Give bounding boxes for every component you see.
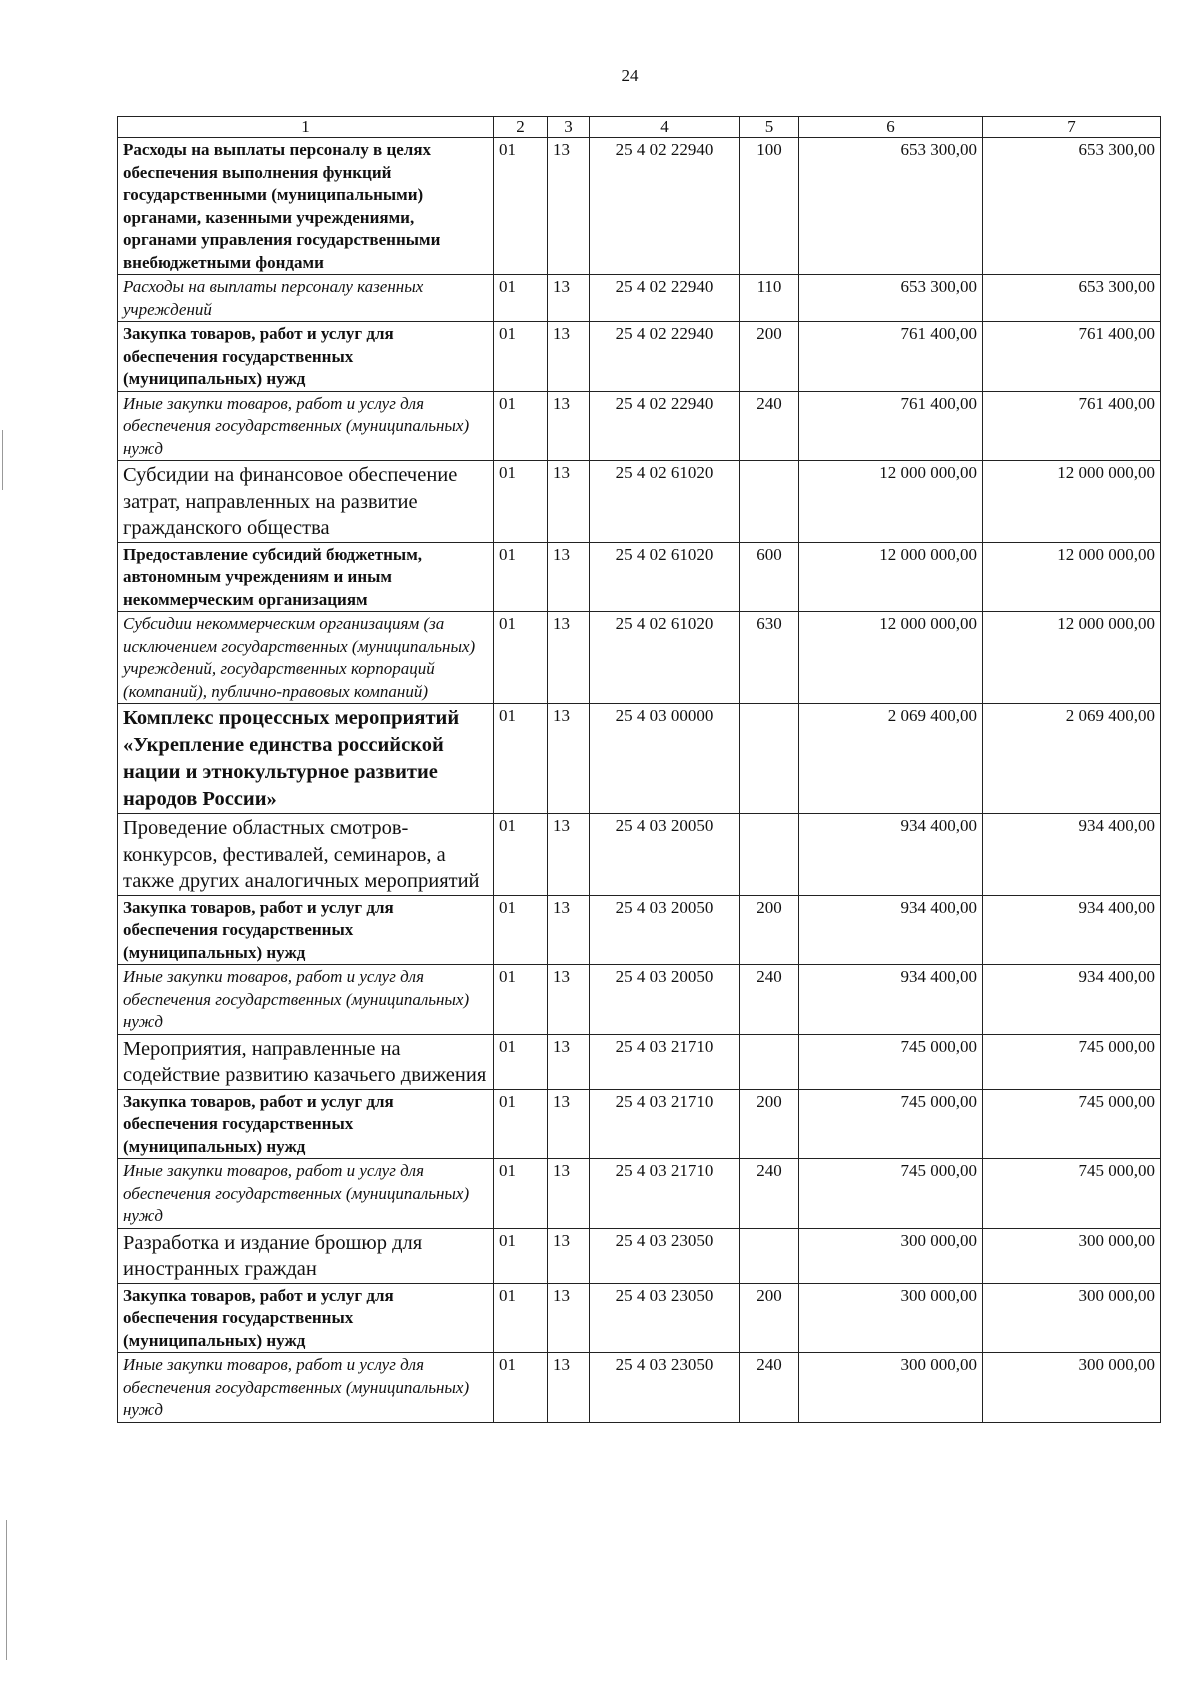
subsection-code-cell: 13 <box>548 1283 590 1353</box>
target-article-cell: 25 4 02 61020 <box>590 461 740 543</box>
table-row <box>118 1353 1161 1423</box>
amount-cell: 761 400,00 <box>799 322 983 392</box>
amount-cell: 300 000,00 <box>799 1283 983 1353</box>
budget-table <box>117 116 1161 1423</box>
amount-cell: 745 000,00 <box>983 1034 1161 1089</box>
expense-name-cell: Проведение областных смотров-конкурсов, фестивалей, семинаров, а также других аналогичных мероприятий <box>118 814 494 896</box>
target-article-cell: 25 4 03 00000 <box>590 704 740 814</box>
section-code-cell: 01 <box>494 1228 548 1283</box>
table-row <box>118 965 1161 1035</box>
expense-type-cell: 630 <box>740 612 799 704</box>
expense-type-cell <box>740 704 799 814</box>
section-code-cell: 01 <box>494 965 548 1035</box>
subsection-code-cell: 13 <box>548 461 590 543</box>
column-header: 5 <box>740 117 799 138</box>
amount-cell: 300 000,00 <box>799 1353 983 1423</box>
amount-cell: 12 000 000,00 <box>983 542 1161 612</box>
section-code-cell: 01 <box>494 1034 548 1089</box>
table-row <box>118 1283 1161 1353</box>
table-row <box>118 138 1161 275</box>
amount-cell: 745 000,00 <box>983 1159 1161 1229</box>
amount-cell: 2 069 400,00 <box>799 704 983 814</box>
amount-cell: 300 000,00 <box>799 1228 983 1283</box>
target-article-cell: 25 4 03 21710 <box>590 1034 740 1089</box>
subsection-code-cell: 13 <box>548 1228 590 1283</box>
amount-cell: 12 000 000,00 <box>799 461 983 543</box>
expense-type-cell: 200 <box>740 1089 799 1159</box>
target-article-cell: 25 4 03 20050 <box>590 965 740 1035</box>
amount-cell: 761 400,00 <box>983 391 1161 461</box>
amount-cell: 653 300,00 <box>799 138 983 275</box>
table-row <box>118 461 1161 543</box>
expense-name-cell: Субсидии некоммерческим организациям (за исключением государственных (муниципальных) учреждений, государственных корпораций (компаний), публично-правовых компаний) <box>118 612 494 704</box>
expense-name-cell: Закупка товаров, работ и услуг для обеспечения государственных (муниципальных) нужд <box>118 322 494 392</box>
expense-type-cell: 240 <box>740 1159 799 1229</box>
amount-cell: 300 000,00 <box>983 1228 1161 1283</box>
column-header: 6 <box>799 117 983 138</box>
expense-type-cell: 200 <box>740 322 799 392</box>
table-row <box>118 704 1161 814</box>
amount-cell: 934 400,00 <box>799 965 983 1035</box>
amount-cell: 12 000 000,00 <box>983 612 1161 704</box>
section-code-cell: 01 <box>494 275 548 322</box>
expense-name-cell: Иные закупки товаров, работ и услуг для обеспечения государственных (муниципальных) нужд <box>118 965 494 1035</box>
expense-name-cell: Субсидии на финансовое обеспечение затрат, направленных на развитие гражданского общества <box>118 461 494 543</box>
expense-name-cell: Иные закупки товаров, работ и услуг для обеспечения государственных (муниципальных) нужд <box>118 391 494 461</box>
section-code-cell: 01 <box>494 542 548 612</box>
column-header: 4 <box>590 117 740 138</box>
subsection-code-cell: 13 <box>548 138 590 275</box>
subsection-code-cell: 13 <box>548 704 590 814</box>
section-code-cell: 01 <box>494 138 548 275</box>
target-article-cell: 25 4 02 61020 <box>590 542 740 612</box>
amount-cell: 934 400,00 <box>983 814 1161 896</box>
amount-cell: 12 000 000,00 <box>799 542 983 612</box>
section-code-cell: 01 <box>494 895 548 965</box>
column-header: 2 <box>494 117 548 138</box>
scan-margin-line <box>6 1520 7 1660</box>
table-row <box>118 391 1161 461</box>
expense-name-cell: Расходы на выплаты персоналу в целях обеспечения выполнения функций государственными (муниципальными) органами, казенными учреждениями, органами управления государственными внебюджетными фондами <box>118 138 494 275</box>
section-code-cell: 01 <box>494 1283 548 1353</box>
target-article-cell: 25 4 02 61020 <box>590 612 740 704</box>
target-article-cell: 25 4 03 23050 <box>590 1228 740 1283</box>
expense-type-cell: 600 <box>740 542 799 612</box>
target-article-cell: 25 4 03 23050 <box>590 1353 740 1423</box>
expense-type-cell <box>740 1034 799 1089</box>
section-code-cell: 01 <box>494 1159 548 1229</box>
amount-cell: 653 300,00 <box>983 138 1161 275</box>
table-row <box>118 275 1161 322</box>
amount-cell: 745 000,00 <box>799 1159 983 1229</box>
amount-cell: 653 300,00 <box>799 275 983 322</box>
expense-name-cell: Закупка товаров, работ и услуг для обеспечения государственных (муниципальных) нужд <box>118 1283 494 1353</box>
subsection-code-cell: 13 <box>548 814 590 896</box>
subsection-code-cell: 13 <box>548 1159 590 1229</box>
section-code-cell: 01 <box>494 1353 548 1423</box>
section-code-cell: 01 <box>494 1089 548 1159</box>
amount-cell: 300 000,00 <box>983 1353 1161 1423</box>
section-code-cell: 01 <box>494 814 548 896</box>
amount-cell: 300 000,00 <box>983 1283 1161 1353</box>
amount-cell: 12 000 000,00 <box>799 612 983 704</box>
expense-type-cell <box>740 814 799 896</box>
expense-name-cell: Закупка товаров, работ и услуг для обеспечения государственных (муниципальных) нужд <box>118 1089 494 1159</box>
expense-type-cell: 200 <box>740 895 799 965</box>
amount-cell: 653 300,00 <box>983 275 1161 322</box>
amount-cell: 745 000,00 <box>799 1034 983 1089</box>
table-row <box>118 612 1161 704</box>
table-row <box>118 814 1161 896</box>
subsection-code-cell: 13 <box>548 1034 590 1089</box>
amount-cell: 745 000,00 <box>983 1089 1161 1159</box>
expense-type-cell <box>740 461 799 543</box>
section-code-cell: 01 <box>494 612 548 704</box>
subsection-code-cell: 13 <box>548 895 590 965</box>
expense-type-cell: 110 <box>740 275 799 322</box>
subsection-code-cell: 13 <box>548 542 590 612</box>
table-row <box>118 1159 1161 1229</box>
column-header: 1 <box>118 117 494 138</box>
page-number: 24 <box>621 66 639 85</box>
table-row <box>118 1228 1161 1283</box>
expense-type-cell: 200 <box>740 1283 799 1353</box>
subsection-code-cell: 13 <box>548 275 590 322</box>
subsection-code-cell: 13 <box>548 322 590 392</box>
subsection-code-cell: 13 <box>548 1089 590 1159</box>
amount-cell: 934 400,00 <box>799 895 983 965</box>
expense-name-cell: Комплекс процессных мероприятий «Укрепление единства российской нации и этнокультурное развитие народов России» <box>118 704 494 814</box>
amount-cell: 761 400,00 <box>983 322 1161 392</box>
section-code-cell: 01 <box>494 704 548 814</box>
target-article-cell: 25 4 03 23050 <box>590 1283 740 1353</box>
expense-name-cell: Разработка и издание брошюр для иностранных граждан <box>118 1228 494 1283</box>
expense-type-cell: 240 <box>740 965 799 1035</box>
table-header-row <box>118 117 1161 138</box>
section-code-cell: 01 <box>494 461 548 543</box>
subsection-code-cell: 13 <box>548 612 590 704</box>
expense-type-cell: 240 <box>740 391 799 461</box>
column-header: 7 <box>983 117 1161 138</box>
column-header: 3 <box>548 117 590 138</box>
target-article-cell: 25 4 03 20050 <box>590 814 740 896</box>
expense-name-cell: Иные закупки товаров, работ и услуг для обеспечения государственных (муниципальных) нужд <box>118 1353 494 1423</box>
expense-name-cell: Мероприятия, направленные на содействие развитию казачьего движения <box>118 1034 494 1089</box>
section-code-cell: 01 <box>494 391 548 461</box>
amount-cell: 934 400,00 <box>983 895 1161 965</box>
subsection-code-cell: 13 <box>548 391 590 461</box>
table-row <box>118 542 1161 612</box>
amount-cell: 2 069 400,00 <box>983 704 1161 814</box>
target-article-cell: 25 4 03 20050 <box>590 895 740 965</box>
section-code-cell: 01 <box>494 322 548 392</box>
budget-table-body <box>118 117 1161 1423</box>
expense-name-cell: Иные закупки товаров, работ и услуг для обеспечения государственных (муниципальных) нужд <box>118 1159 494 1229</box>
amount-cell: 934 400,00 <box>983 965 1161 1035</box>
expense-name-cell: Предоставление субсидий бюджетным, автономным учреждениям и иным некоммерческим организациям <box>118 542 494 612</box>
table-row <box>118 322 1161 392</box>
target-article-cell: 25 4 02 22940 <box>590 138 740 275</box>
amount-cell: 934 400,00 <box>799 814 983 896</box>
target-article-cell: 25 4 02 22940 <box>590 322 740 392</box>
table-row <box>118 895 1161 965</box>
amount-cell: 745 000,00 <box>799 1089 983 1159</box>
subsection-code-cell: 13 <box>548 965 590 1035</box>
subsection-code-cell: 13 <box>548 1353 590 1423</box>
amount-cell: 761 400,00 <box>799 391 983 461</box>
target-article-cell: 25 4 02 22940 <box>590 275 740 322</box>
expense-type-cell <box>740 1228 799 1283</box>
target-article-cell: 25 4 02 22940 <box>590 391 740 461</box>
table-row <box>118 1089 1161 1159</box>
target-article-cell: 25 4 03 21710 <box>590 1089 740 1159</box>
expense-name-cell: Расходы на выплаты персоналу казенных учреждений <box>118 275 494 322</box>
target-article-cell: 25 4 03 21710 <box>590 1159 740 1229</box>
scan-margin-line <box>2 430 3 490</box>
amount-cell: 12 000 000,00 <box>983 461 1161 543</box>
expense-type-cell: 100 <box>740 138 799 275</box>
expense-type-cell: 240 <box>740 1353 799 1423</box>
expense-name-cell: Закупка товаров, работ и услуг для обеспечения государственных (муниципальных) нужд <box>118 895 494 965</box>
table-row <box>118 1034 1161 1089</box>
